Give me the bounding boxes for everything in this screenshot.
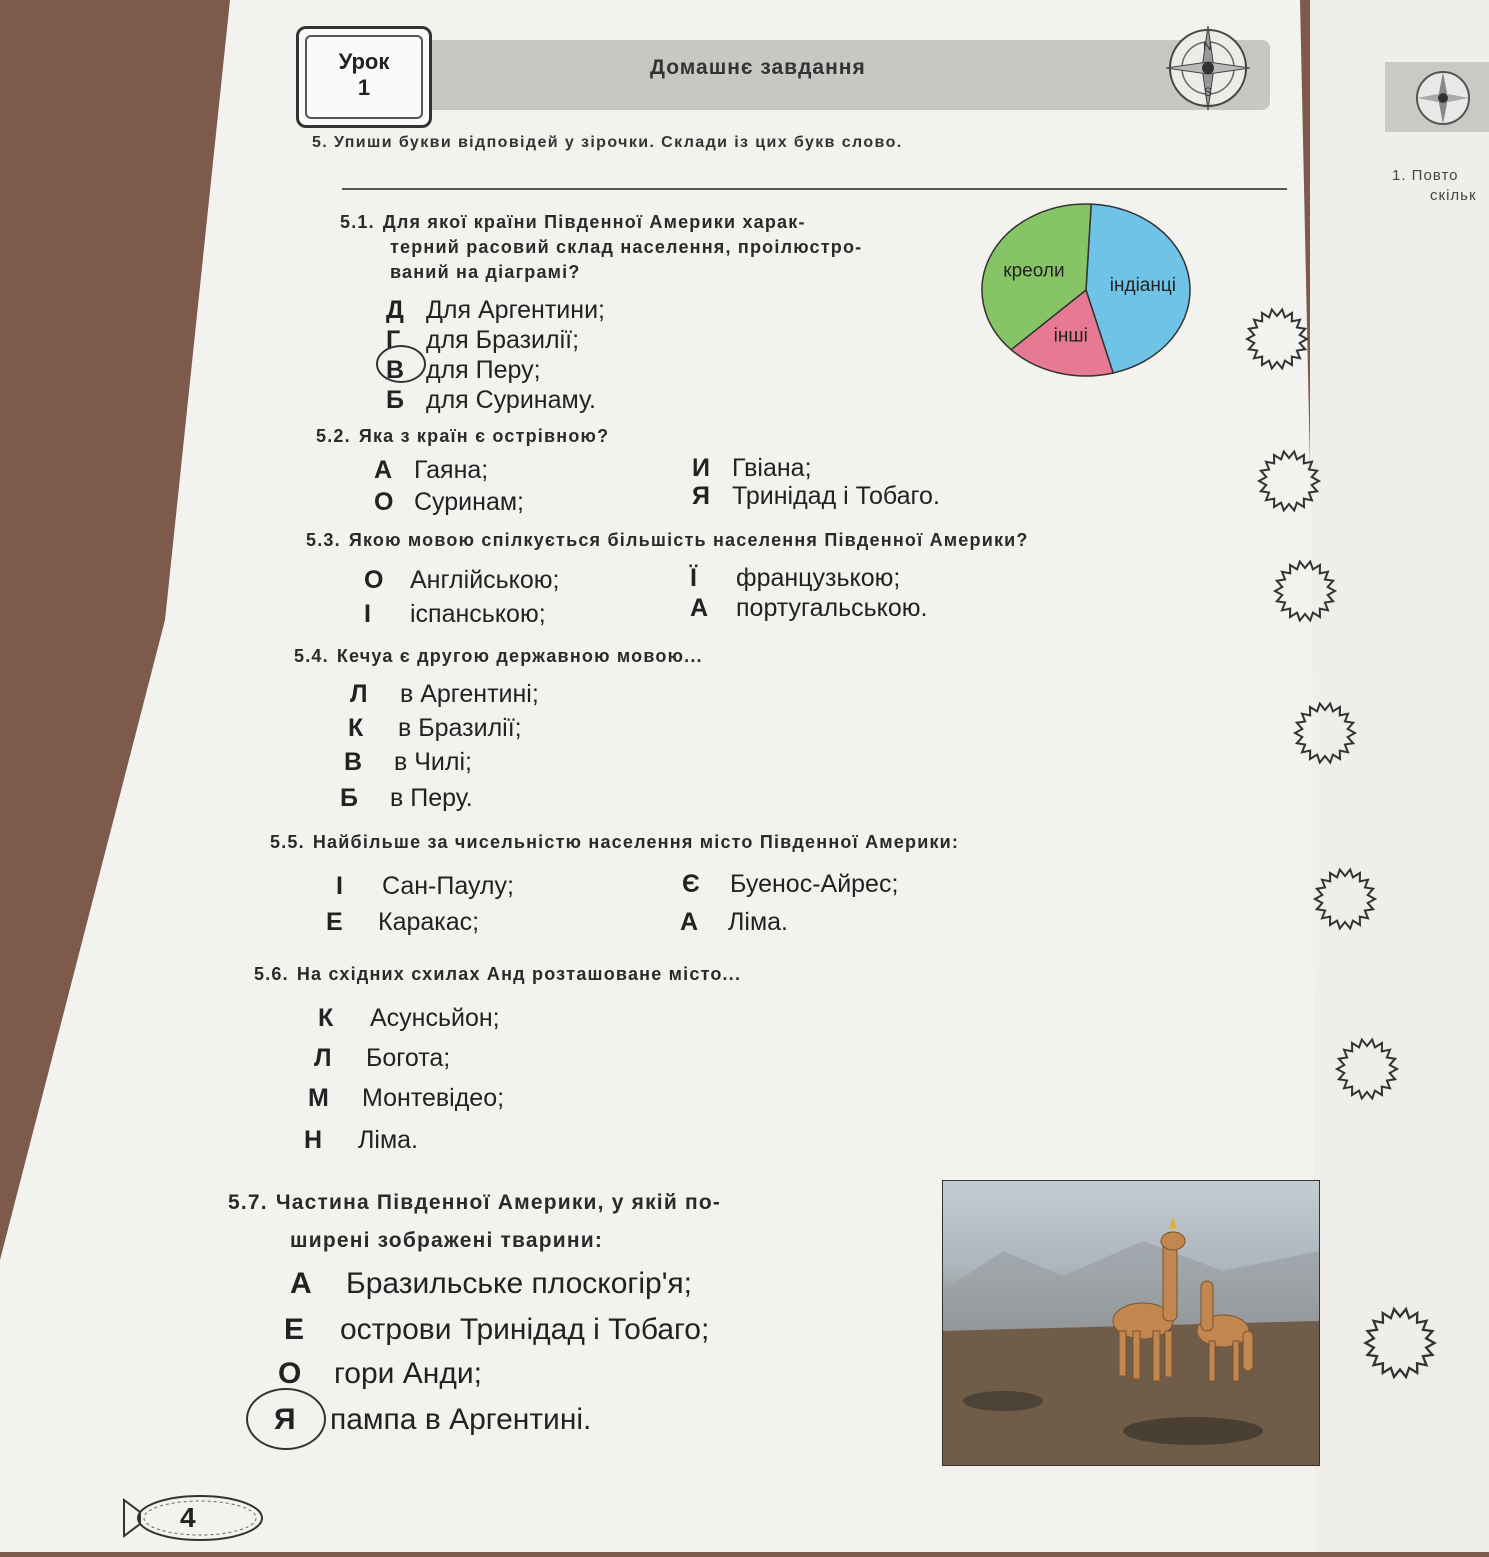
option-text: Ліма. <box>358 1126 418 1154</box>
option-text: французькою; <box>736 564 901 592</box>
adjacent-task-line: скільк <box>1430 187 1477 204</box>
question-number: 5.2. <box>316 426 351 446</box>
question-text: терний расовий склад населення, проілюстро- <box>390 237 863 257</box>
option-text: португальською. <box>736 594 928 622</box>
option[interactable] <box>350 678 539 710</box>
option-letter: Е <box>326 908 343 936</box>
question-text: Кечуа є другою державною мовою... <box>336 646 703 666</box>
option-letter: О <box>374 488 394 516</box>
option-letter: Г <box>386 326 401 354</box>
option-text: в Аргентині; <box>400 680 539 708</box>
question-number: 5.4. <box>294 646 329 666</box>
option-letter: И <box>692 454 710 482</box>
compass-south-label: S <box>1204 85 1213 99</box>
option-letter: К <box>348 714 364 742</box>
option[interactable] <box>344 746 472 778</box>
option-text: пампа в Аргентині. <box>330 1403 592 1436</box>
option[interactable] <box>692 480 940 512</box>
option-letter: І <box>336 872 343 900</box>
option[interactable] <box>364 598 546 630</box>
option-text: гори Анди; <box>334 1357 482 1390</box>
option-text: Ліма. <box>728 908 788 936</box>
option[interactable] <box>340 782 473 814</box>
option[interactable] <box>318 1002 500 1034</box>
question-5-2 <box>316 424 609 449</box>
option-text: для Бразилії; <box>426 326 580 354</box>
option-text: Для Аргентини; <box>426 296 605 324</box>
option[interactable] <box>304 1124 418 1156</box>
answer-star-icon[interactable] <box>1256 448 1322 514</box>
adjacent-task-line: 1. Повто <box>1392 167 1459 184</box>
option-letter: В <box>344 748 363 776</box>
option[interactable] <box>364 564 560 596</box>
option-text: Англійською; <box>410 566 560 594</box>
compass-icon <box>1393 66 1483 130</box>
option-letter: Є <box>682 870 700 898</box>
option-letter: Ї <box>690 564 697 592</box>
lesson-number: 1 <box>357 75 371 100</box>
option-letter: Л <box>350 680 368 708</box>
option-text: Монтевідео; <box>362 1084 505 1112</box>
option-text: іспанською; <box>410 600 546 628</box>
option-letter: Я <box>692 482 710 510</box>
option-text: острови Тринідад і Тобаго; <box>340 1313 710 1346</box>
option-letter: А <box>680 908 699 936</box>
option-letter: О <box>364 566 384 594</box>
option-text: Каракас; <box>378 908 480 936</box>
vicuna-illustration <box>943 1181 1319 1465</box>
option-text: в Чилі; <box>394 748 472 776</box>
option[interactable] <box>386 294 605 326</box>
page-number-badge <box>118 1482 278 1557</box>
option-text: Асунсьйон; <box>370 1004 500 1032</box>
option[interactable] <box>374 454 488 486</box>
question-number: 5.1. <box>340 212 375 232</box>
option-letter: А <box>690 594 709 622</box>
lesson-word: Урок <box>338 49 390 74</box>
answer-star-icon[interactable] <box>1244 306 1310 372</box>
race-pie-chart <box>978 200 1194 382</box>
answer-circle-mark <box>246 1388 326 1450</box>
option-text: Бразильське плоскогір'я; <box>346 1267 692 1300</box>
adjacent-compass-banner <box>1385 62 1489 132</box>
option-text: в Бразилії; <box>398 714 522 742</box>
page-number: 4 <box>180 1502 196 1533</box>
question-number: 5.5. <box>270 832 305 852</box>
question-text: Якою мовою спілкується більшість населення Південної Америки? <box>348 530 1029 550</box>
option[interactable] <box>326 906 479 938</box>
option-text: Богота; <box>366 1044 451 1072</box>
lesson-badge <box>296 26 432 128</box>
option-text: Тринідад і Тобаго. <box>732 482 940 510</box>
option-text: Гвіана; <box>732 454 812 482</box>
answer-star-icon[interactable] <box>1272 558 1338 624</box>
option-text: для Перу; <box>426 356 541 384</box>
option-letter: Б <box>386 386 404 414</box>
question-5-1 <box>340 210 862 285</box>
question-text: Частина Південної Америки, у якій по- <box>275 1191 722 1214</box>
option[interactable] <box>680 906 788 938</box>
question-5-3 <box>306 528 1029 553</box>
option[interactable] <box>690 562 900 594</box>
option-text: Суринам; <box>414 488 524 516</box>
option[interactable] <box>690 592 927 624</box>
question-5-6 <box>254 962 741 987</box>
answer-circle-mark <box>376 345 426 383</box>
pie-label-indians: індіанці <box>1109 274 1176 296</box>
compass-north-label: N <box>1203 39 1212 53</box>
option[interactable] <box>308 1082 504 1114</box>
compass-icon <box>1150 22 1270 118</box>
option[interactable] <box>290 1264 692 1304</box>
option[interactable] <box>374 486 524 518</box>
answer-star-icon[interactable] <box>1334 1032 1400 1106</box>
question-text: Яка з країн є острівною? <box>358 426 610 446</box>
option[interactable] <box>284 1310 709 1350</box>
option-letter: Я <box>274 1403 296 1436</box>
option-text: в Перу. <box>390 784 473 812</box>
pie-label-others: інші <box>1053 325 1088 347</box>
question-text: Найбільше за чисельністю населення місто Південної Америки: <box>312 832 960 852</box>
option-text: Сан-Паулу; <box>382 872 514 900</box>
question-number: 5.3. <box>306 530 341 550</box>
option-letter: В <box>386 356 405 384</box>
option-letter: О <box>278 1357 302 1390</box>
option[interactable] <box>314 1042 450 1074</box>
answer-star-icon[interactable] <box>1312 866 1378 932</box>
adjacent-task <box>1392 166 1477 206</box>
option[interactable] <box>682 868 898 900</box>
question-text: Для якої країни Південної Америки харак- <box>382 212 806 232</box>
option-letter: І <box>364 600 371 628</box>
question-text: На східних схилах Анд розташоване місто... <box>296 964 742 984</box>
option[interactable] <box>278 1354 482 1394</box>
page-title: Домашнє завдання <box>650 56 866 79</box>
answer-star-icon[interactable] <box>1362 1300 1438 1386</box>
option-letter: Б <box>340 784 358 812</box>
pie-label-creoles: креоли <box>1003 260 1065 282</box>
question-5-7 <box>228 1184 721 1260</box>
option-letter: Е <box>284 1313 305 1346</box>
task-instruction: 5. Упиши букви відповідей у зірочки. Склади із цих букв слово. <box>312 134 903 151</box>
option-letter: Н <box>304 1126 323 1154</box>
question-number: 5.6. <box>254 964 289 984</box>
option-letter: М <box>308 1084 329 1112</box>
airship-icon <box>118 1482 278 1552</box>
option-letter: Л <box>314 1044 332 1072</box>
question-5-4 <box>294 644 703 669</box>
answer-star-icon[interactable] <box>1292 700 1358 766</box>
option[interactable] <box>386 384 596 416</box>
question-text: ширені зображені тварини: <box>290 1229 604 1252</box>
option-text: для Суринаму. <box>426 386 596 414</box>
question-number: 5.7. <box>228 1191 268 1214</box>
option-text: Гаяна; <box>414 456 489 484</box>
divider <box>342 188 1287 190</box>
option-letter: А <box>290 1267 312 1300</box>
option-letter: Д <box>386 296 404 324</box>
vicuna-photo <box>942 1180 1320 1466</box>
option[interactable] <box>348 712 522 744</box>
question-text: ваний на діаграмі? <box>390 262 581 282</box>
question-5-5 <box>270 830 959 855</box>
option-letter: А <box>374 456 393 484</box>
option[interactable] <box>336 870 514 902</box>
option-text: Буенос-Айрес; <box>730 870 899 898</box>
option-letter: К <box>318 1004 334 1032</box>
